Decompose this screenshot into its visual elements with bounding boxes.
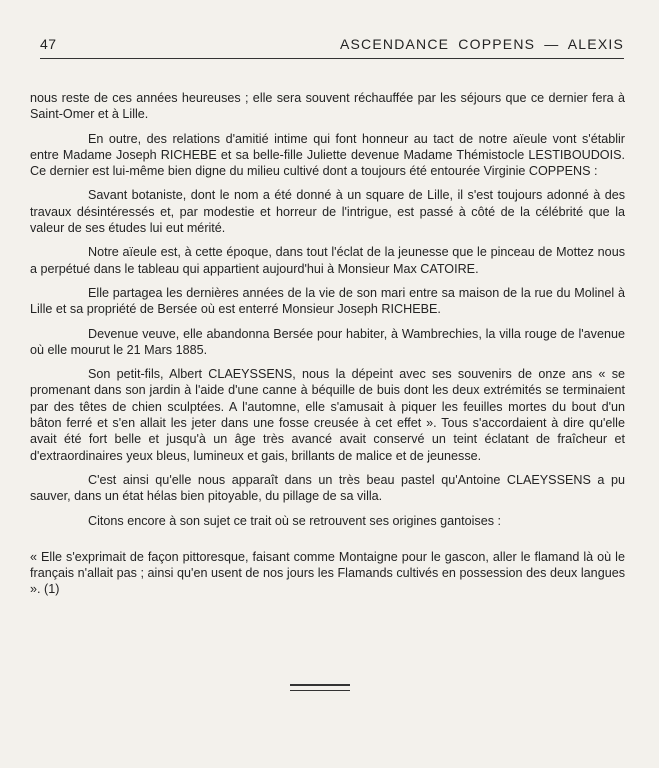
paragraph: Elle partagea les dernières années de la vie de son mari entre sa maison de la rue du Molinel à Lille et sa propriété de Bersée où est enterré Monsieur Joseph RICHEBE. bbox=[30, 285, 625, 317]
ornament-line bbox=[290, 690, 350, 692]
paragraph: Notre aïeule est, à cette époque, dans tout l'éclat de la jeunesse que le pinceau de Mottez nous a perpétué dans le tableau qui appartient aujourd'hui à Monsieur Max CATOIRE. bbox=[30, 245, 625, 276]
paragraph: Savant botaniste, dont le nom a été donné à un square de Lille, il s'est toujours adonné à des travaux désintéressés et, par modestie et horreur de l'intrigue, est passé à côté de la célébrité que la valeur de ses études lui eut mérité. bbox=[30, 188, 625, 236]
page-number: 47 bbox=[40, 36, 57, 52]
page-header bbox=[40, 36, 624, 59]
quotation: « Elle s'exprimait de façon pittoresque, faisant comme Montaigne pour le gascon, aller le flamand là où le français n'allait pas ; ainsi qu'en usent de nos jours les Flamands cultivés en possession des deux langues ». (1) bbox=[30, 549, 625, 597]
paragraph: nous reste de ces années heureuses ; elle sera souvent réchauffée par les séjours que ce dernier fera à Saint-Omer et à Lille. bbox=[30, 91, 625, 122]
paragraph: Citons encore à son sujet ce trait où se retrouvent ses origines gantoises : bbox=[88, 513, 502, 528]
paragraph: En outre, des relations d'amitié intime qui font honneur au tact de notre aïeule vont s'établir entre Madame Joseph RICHEBE et sa belle-fille Juliette devenue Madame Thémistocle LESTIBOUDOIS. Ce dernier est lui-même bien digne du milieu cultivé dont a toujours été entourée Virginie COPPENS : bbox=[30, 131, 625, 179]
running-title: ASCENDANCE COPPENS — ALEXIS bbox=[339, 36, 624, 52]
ornament-line bbox=[290, 684, 350, 686]
end-ornament bbox=[290, 684, 350, 695]
paragraph: C'est ainsi qu'elle nous apparaît dans un très beau pastel qu'Antoine CLAEYSSENS a pu sauver, dans un état hélas bien pitoyable, du pillage de sa villa. bbox=[30, 472, 625, 504]
paragraph: Devenue veuve, elle abandonna Bersée pour habiter, à Wambrechies, la villa rouge de l'avenue où elle mourut le 21 Mars 1885. bbox=[30, 326, 625, 357]
paragraph: Son petit-fils, Albert CLAEYSSENS, nous la dépeint avec ses souvenirs de onze ans « se promenant dans son jardin à l'aide d'une canne à béquille de buis dont les deux extrémités se terminaient par des têtes de chien sculptées. A l'automne, elle s'amusait à piquer les feuilles mortes du bout d'un bâton ferré et s'en allait les jeter dans une fosse creusée à cet effet ». Tous s'accordaient à dire qu'elle avait été fort belle et jusqu'à un âge très avancé avait conservé un teint éclatant de fraîcheur et d'extraordinaires yeux bleus, lumineux et gais, brillants de malice et de jeunesse. bbox=[30, 367, 625, 463]
body-text bbox=[30, 90, 625, 606]
